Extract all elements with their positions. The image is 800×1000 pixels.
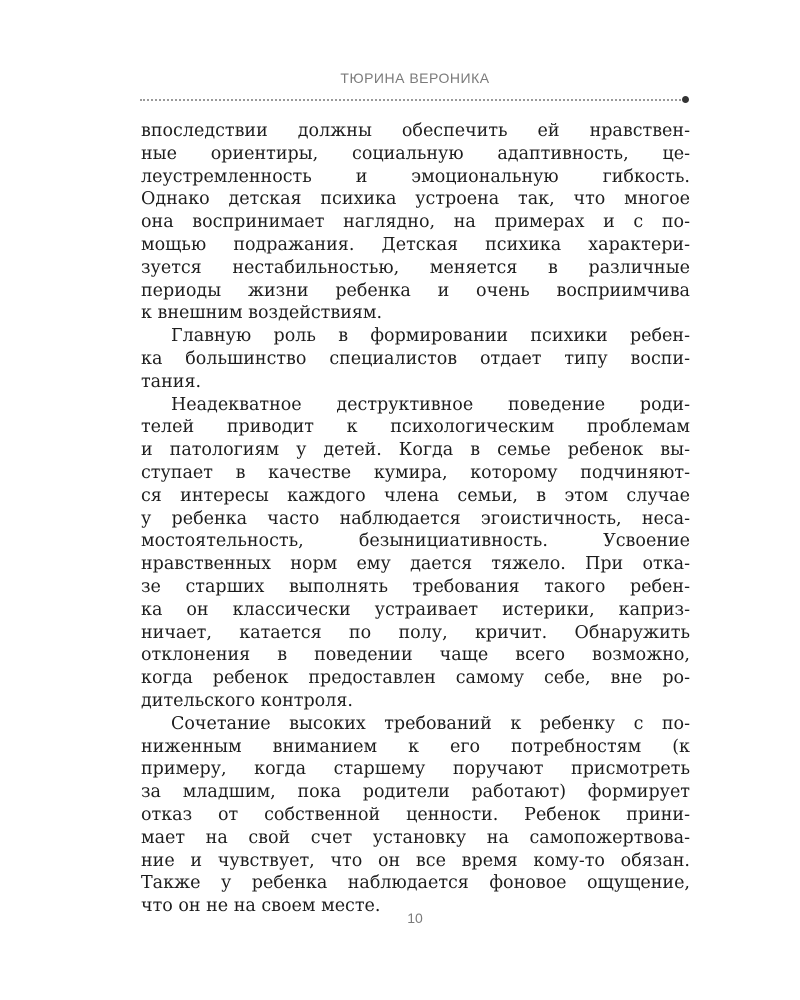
text-line: ка большинство специалистов отдает типу воспи- [141, 348, 690, 369]
text-line: периоды жизни ребенка и очень восприимчива [141, 280, 690, 301]
text-line: Неадекватное деструктивное поведение роди- [171, 394, 690, 415]
text-line: мостоятельность, безынициативность. Усвоение [141, 531, 690, 552]
running-head-author: ТЮРИНА ВЕРОНИКА [340, 70, 490, 86]
text-line: примеру, когда старшему поручают присмотреть [141, 759, 690, 780]
text-line: к внешним воздействиям. [141, 303, 383, 324]
page-number: 10 [407, 910, 423, 926]
text-line: мощью подражания. Детская психика характери- [141, 234, 690, 255]
text-line: и патологиям у детей. Когда в семье ребенок вы- [141, 440, 690, 461]
text-line: у ребенка часто наблюдается эгоистичность, неса- [141, 508, 690, 529]
text-line: ничает, катается по полу, кричит. Обнаружить [141, 622, 690, 643]
text-line: леустремленность и эмоциональную гибкость. [141, 166, 690, 187]
header-dotted-rule [140, 99, 685, 101]
text-line: впоследствии должны обеспечить ей нравствен- [141, 121, 690, 141]
text-line: Однако детская психика устроена так, что многое [141, 189, 690, 210]
text-line: мает на свой счет установку на самопожертвова- [141, 827, 690, 848]
text-line: Главную роль в формировании психики ребен- [171, 326, 690, 347]
text-line: ние и чувствует, что он все время кому-то обязан. [141, 850, 690, 871]
text-line: ные ориентиры, социальную адаптивность, це- [141, 143, 690, 164]
text-line: ниженным вниманием к его потребностям (к [141, 736, 690, 757]
text-line: она воспринимает наглядно, на примерах и с по- [141, 212, 690, 233]
text-line: ступает в качестве кумира, которому подчиняют- [141, 462, 690, 483]
text-line: отказ от собственной ценности. Ребенок прини- [141, 804, 690, 825]
text-line: что он не на своем месте. [141, 896, 381, 917]
header-rule-end-dot [682, 96, 689, 103]
text-line: тания. [141, 371, 202, 392]
text-line: когда ребенок предоставлен самому себе, вне ро- [141, 668, 690, 689]
text-line: Сочетание высоких требований к ребенку с по- [171, 713, 690, 734]
text-line: нравственных норм ему дается тяжело. При отка- [141, 554, 690, 575]
text-line: зуется нестабильностью, меняется в различные [141, 257, 690, 278]
text-line: Также у ребенка наблюдается фоновое ощущение, [141, 873, 690, 894]
text-line: за младшим, пока родители работают) формирует [141, 782, 690, 803]
text-line: отклонения в поведении чаще всего возможно, [141, 645, 690, 666]
text-line: зе старших выполнять требования такого ребен- [141, 576, 690, 597]
text-line: дительского контроля. [141, 690, 353, 711]
text-line: ка он классически устраивает истерики, каприз- [141, 599, 690, 620]
body-text [141, 120, 690, 918]
text-line: телей приводит к психологическим проблемам [141, 417, 690, 438]
text-line: ся интересы каждого члена семьи, в этом случае [141, 485, 690, 506]
